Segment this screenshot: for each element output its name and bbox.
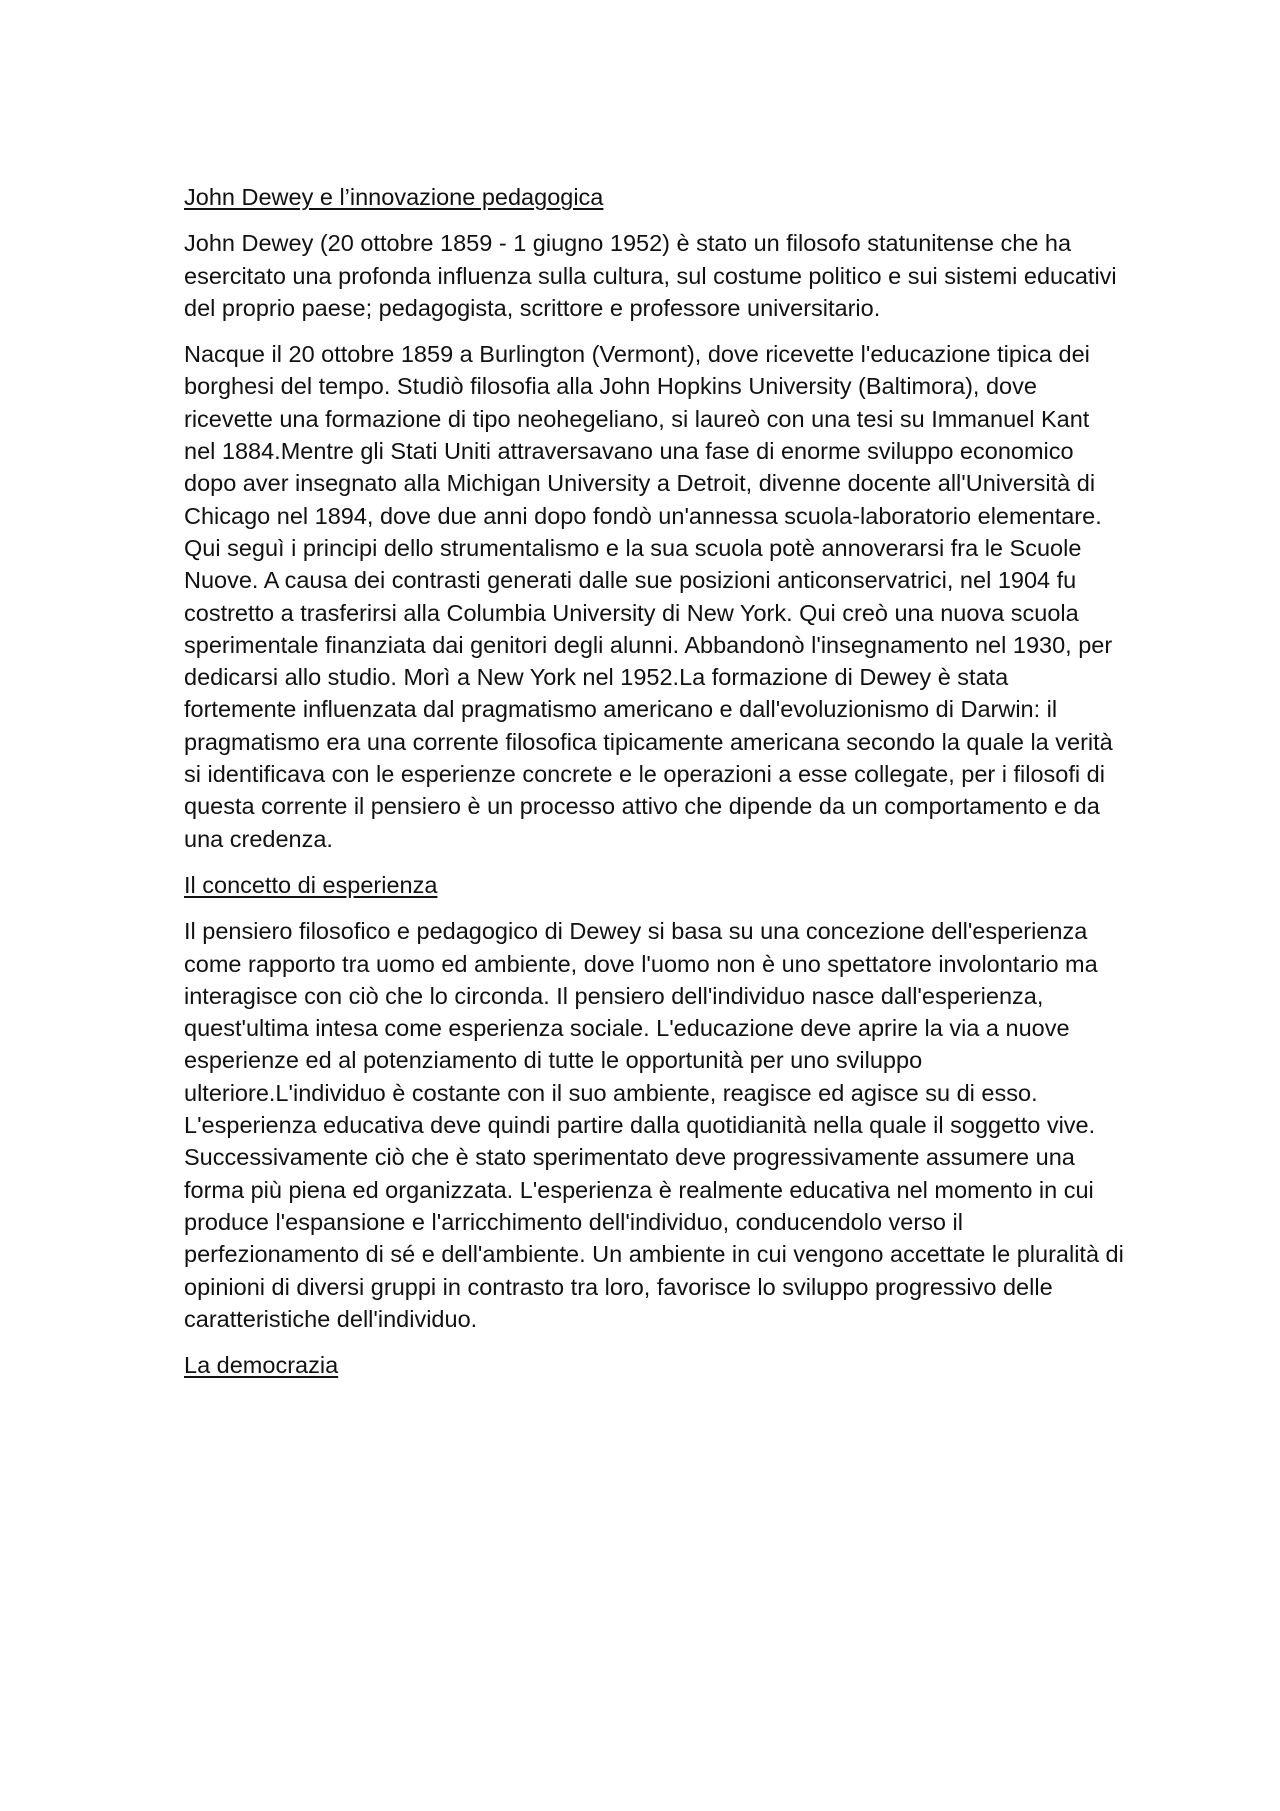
section-heading-democrazia: La democrazia bbox=[184, 1352, 339, 1379]
section-heading-esperienza: Il concetto di esperienza bbox=[184, 871, 438, 898]
document-title: John Dewey e l’innovazione pedagogica bbox=[184, 184, 604, 210]
paragraph-intro: John Dewey (20 ottobre 1859 - 1 giugno 1952) è stato un filosofo statunitense che ha esercitato una profonda influenza sulla cultura, sul costume politico e sui sistemi educativi del proprio paese; pedagogista, scrittore e professore universitario. bbox=[184, 230, 1117, 321]
document-page bbox=[184, 181, 1124, 1395]
paragraph-biography: Nacque il 20 ottobre 1859 a Burlington (Vermont), dove ricevette l'educazione tipica dei borghesi del tempo. Studiò filosofia alla John Hopkins University (Baltimora), dove ricevette una formazione di tipo neohegeliano, si laureò con una tesi su Immanuel Kant nel 1884.Mentre gli Stati Uniti attraversavano una fase di enorme sviluppo economico dopo aver insegnato alla Michigan University a Detroit, divenne docente all'Università di Chicago nel 1894, dove due anni dopo fondò un'annessa scuola-laboratorio elementare. Qui seguì i principi dello strumentalismo e la sua scuola potè annoverarsi fra le Scuole Nuove. A causa dei contrasti generati dalle sue posizioni anticonservatrici, nel 1904 fu costretto a trasferirsi alla Columbia University di New York. Qui creò una nuova scuola sperimentale finanziata dai genitori degli alunni. Abbandonò l'insegnamento nel 1930, per dedicarsi allo studio. Morì a New York nel 1952.La formazione di Dewey è stata fortemente influenzata dal pragmatismo americano e dall'evoluzionismo di Darwin: il pragmatismo era una corrente filosofica tipicamente americana secondo la quale la verità si identificava con le esperienze concrete e le operazioni a esse collegate, per i filosofi di questa corrente il pensiero è un processo attivo che dipende da un comportamento e da una credenza. bbox=[184, 341, 1113, 852]
paragraph-esperienza: Il pensiero filosofico e pedagogico di Dewey si basa su una concezione dell'esperienza come rapporto tra uomo ed ambiente, dove l'uomo non è uno spettatore involontario ma interagisce con ciò che lo circonda. Il pensiero dell'individuo nasce dall'esperienza, quest'ultima intesa come esperienza sociale. L'educazione deve aprire la via a nuove esperienze ed al potenziamento di tutte le opportunità per uno sviluppo ulteriore.L'individuo è costante con il suo ambiente, reagisce ed agisce su di esso. L'esperienza educativa deve quindi partire dalla quotidianità nella quale il soggetto vive. Successivamente ciò che è stato sperimentato deve progressivamente assumere una forma più piena ed organizzata. L'esperienza è realmente educativa nel momento in cui produce l'espansione e l'arricchimento dell'individuo, conducendolo verso il perfezionamento di sé e dell'ambiente. Un ambiente in cui vengono accettate le pluralità di opinioni di diversi gruppi in contrasto tra loro, favorisce lo sviluppo progressivo delle caratteristiche dell'individuo. bbox=[184, 918, 1124, 1332]
